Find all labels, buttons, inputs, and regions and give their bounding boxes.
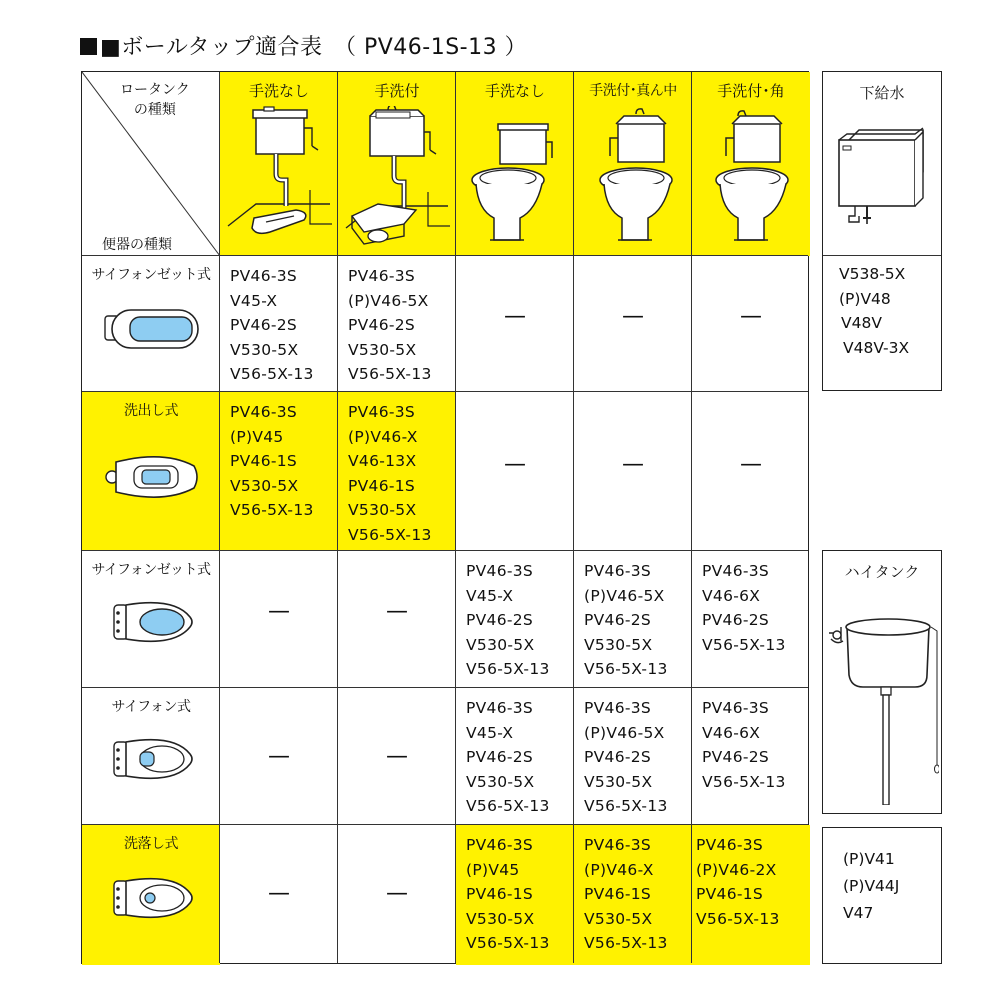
wash-out-urinal-bowl-icon	[104, 454, 200, 500]
model-code: PV46-2S	[466, 611, 534, 630]
cell-r4-c3	[456, 688, 574, 825]
title-text: ■ボールタップ適合表 （ PV46-1S-13 ）	[100, 35, 528, 60]
model-code: V48V	[841, 314, 882, 333]
grid-line	[82, 391, 808, 392]
model-code: PV46-1S	[696, 885, 764, 904]
compatibility-table	[81, 71, 809, 964]
cell-r2-c3	[456, 392, 574, 551]
model-code: V56-5X-13	[584, 934, 668, 953]
high-tank-illustration	[827, 605, 939, 805]
squat-toilet-with-faucet-illustration	[344, 106, 450, 252]
cell-r5-c4	[574, 825, 692, 965]
model-code: PV46-3S	[702, 562, 770, 580]
row-label-text-4: サイフォン式	[111, 699, 191, 715]
model-code: V530-5X	[230, 476, 299, 495]
grid-line	[337, 72, 338, 963]
model-code: PV46-1S	[466, 885, 534, 904]
not-applicable-dash: —	[504, 452, 526, 477]
model-code: (P)V45	[466, 860, 520, 879]
cell-r4-c2	[338, 688, 456, 825]
col-header-3	[456, 72, 574, 256]
col-label-3: 手洗なし	[484, 82, 545, 100]
extra-models	[843, 846, 899, 927]
model-code: PV46-2S	[702, 748, 770, 767]
corner-top-label	[120, 80, 190, 120]
western-toilet-center-faucet-illustration	[580, 106, 686, 252]
model-code: V56-5X-13	[230, 365, 314, 384]
cell-r2-c2	[338, 392, 456, 551]
model-code: PV46-3S	[696, 836, 764, 854]
model-code: PV46-1S	[584, 885, 652, 904]
grid-line	[573, 72, 574, 963]
cell-r3-c4	[574, 551, 692, 688]
model-code: PV46-3S	[584, 699, 652, 717]
grid-line	[82, 687, 808, 688]
model-code: V530-5X	[230, 340, 299, 359]
row-label-4	[82, 688, 220, 825]
model-code: (P)V46-X	[348, 427, 418, 446]
not-applicable-dash: —	[386, 744, 408, 769]
col-header-4	[574, 72, 692, 256]
siphon-western-bowl-icon	[104, 736, 200, 782]
corner-tank-type-2: の種類	[133, 102, 176, 118]
not-applicable-dash: —	[386, 599, 408, 624]
model-code: V56-5X-13	[466, 934, 550, 953]
page-title	[80, 30, 527, 61]
cell-r1-c1	[220, 256, 338, 392]
cell-r4-c1	[220, 688, 338, 825]
model-list	[230, 264, 314, 387]
model-code: V530-5X	[584, 772, 653, 791]
model-code: PV46-3S	[348, 403, 416, 421]
model-code: V530-5X	[348, 501, 417, 520]
model-code: V56-5X-13	[584, 797, 668, 816]
model-code: PV46-2S	[584, 748, 652, 767]
grid-line	[219, 72, 220, 963]
model-list	[466, 833, 550, 956]
model-code: (P)V45	[230, 427, 284, 446]
model-list	[702, 559, 786, 657]
model-code: V56-5X-13	[466, 797, 550, 816]
model-code: PV46-1S	[230, 452, 298, 471]
col-label-4: 手洗付･真ん中	[589, 83, 677, 99]
cell-r3-c1	[220, 551, 338, 688]
model-code: (P)V46-X	[584, 860, 654, 879]
model-code: V56-5X-13	[696, 909, 780, 928]
model-code: PV46-1S	[348, 476, 416, 495]
western-toilet-corner-faucet-illustration	[698, 106, 804, 252]
col-header-5	[692, 72, 810, 256]
model-code: (P)V48	[839, 289, 891, 308]
grid-line	[82, 824, 808, 825]
model-code: V56-5X-13	[702, 635, 786, 654]
cell-r5-c2	[338, 825, 456, 965]
model-code: PV46-2S	[348, 316, 416, 335]
cell-r5-c5	[692, 825, 810, 965]
model-code: V46-6X	[702, 586, 761, 605]
high-tank-panel	[822, 550, 942, 814]
model-list	[584, 559, 668, 682]
model-list	[702, 696, 786, 794]
not-applicable-dash: —	[268, 744, 290, 769]
model-code: V45-X	[230, 291, 278, 310]
extra-models-panel	[822, 827, 942, 964]
not-applicable-dash: —	[740, 452, 762, 477]
corner-cell	[82, 72, 220, 256]
model-code: (P)V46-5X	[584, 586, 665, 605]
squat-toilet-no-faucet-illustration	[226, 106, 332, 252]
not-applicable-dash: —	[268, 881, 290, 906]
model-code: V45-X	[466, 586, 514, 605]
cell-r5-c1	[220, 825, 338, 965]
model-code: (P)V46-2X	[696, 860, 777, 879]
low-supply-tank-illustration	[837, 112, 929, 232]
model-list	[348, 400, 432, 548]
col-label-5: 手洗付･角	[717, 82, 785, 100]
siphon-jet-urinal-bowl-icon	[104, 306, 200, 352]
model-code: V56-5X-13	[466, 660, 550, 679]
model-list	[348, 264, 432, 387]
model-code: V530-5X	[348, 340, 417, 359]
cell-r2-c5	[692, 392, 810, 551]
not-applicable-dash: —	[622, 304, 644, 329]
model-code: V530-5X	[466, 909, 535, 928]
model-code: (P)V41	[843, 850, 895, 868]
model-code: PV46-2S	[702, 611, 770, 630]
row-label-1	[82, 256, 220, 392]
grid-line	[823, 255, 941, 256]
model-code: PV46-3S	[584, 562, 652, 580]
model-code: PV46-3S	[230, 267, 298, 285]
row-label-text-2: 洗出し式	[124, 403, 178, 419]
model-code: PV46-3S	[702, 699, 770, 717]
corner-bowl-type: 便器の種類	[102, 237, 172, 253]
col-label-1: 手洗なし	[248, 82, 309, 100]
model-code: PV46-3S	[348, 267, 416, 285]
not-applicable-dash: —	[740, 304, 762, 329]
model-code: PV46-3S	[230, 403, 298, 421]
model-code: PV46-2S	[230, 316, 298, 335]
model-code: V56-5X-13	[230, 501, 314, 520]
model-list	[230, 400, 314, 523]
model-code: V56-5X-13	[702, 772, 786, 791]
cell-r1-c5	[692, 256, 810, 392]
grid-line	[82, 550, 808, 551]
model-code: V56-5X-13	[584, 660, 668, 679]
model-code: V45-X	[466, 723, 514, 742]
model-code: V46-13X	[348, 452, 417, 471]
col-label-2: 手洗付	[374, 82, 420, 100]
col-header-1	[220, 72, 338, 256]
model-code: V46-6X	[702, 723, 761, 742]
not-applicable-dash: —	[268, 599, 290, 624]
model-code: V530-5X	[584, 635, 653, 654]
model-code: PV46-3S	[466, 562, 534, 580]
model-code: V530-5X	[466, 635, 535, 654]
row-label-text-1: サイフォンゼット式	[91, 267, 211, 283]
not-applicable-dash: —	[622, 452, 644, 477]
model-code: PV46-2S	[584, 611, 652, 630]
row-label-3	[82, 551, 220, 688]
row-label-2	[82, 392, 220, 551]
cell-r1-c2	[338, 256, 456, 392]
col-header-2	[338, 72, 456, 256]
model-code: PV46-3S	[466, 836, 534, 854]
model-code: PV46-3S	[584, 836, 652, 854]
model-code: PV46-3S	[466, 699, 534, 717]
model-code: V48V-3X	[843, 338, 910, 357]
cell-r2-c4	[574, 392, 692, 551]
cell-r3-c2	[338, 551, 456, 688]
row-label-text-3: サイフォンゼット式	[91, 562, 211, 578]
model-code: V538-5X	[839, 265, 906, 283]
model-list	[584, 696, 668, 819]
cell-r1-c4	[574, 256, 692, 392]
row-label-text-5: 洗落し式	[124, 836, 178, 852]
model-list	[466, 696, 550, 819]
cell-r3-c3	[456, 551, 574, 688]
model-code: (P)V46-5X	[584, 723, 665, 742]
not-applicable-dash: —	[504, 304, 526, 329]
model-code: PV46-2S	[466, 748, 534, 767]
model-list	[696, 833, 780, 931]
siphon-jet-western-bowl-icon	[104, 599, 200, 645]
western-toilet-no-faucet-illustration	[462, 106, 568, 252]
low-supply-panel	[822, 71, 942, 391]
model-code: (P)V44J	[843, 877, 900, 895]
grid-line	[82, 255, 808, 256]
model-code: V530-5X	[466, 772, 535, 791]
cell-r2-c1	[220, 392, 338, 551]
corner-tank-type-1: ロータンク	[120, 82, 190, 98]
grid-line	[455, 72, 456, 963]
row-label-5	[82, 825, 220, 965]
low-supply-label: 下給水	[859, 84, 905, 102]
cell-r4-c5	[692, 688, 810, 825]
model-code: V56-5X-13	[348, 525, 432, 544]
model-code: V56-5X-13	[348, 365, 432, 384]
model-code: (P)V46-5X	[348, 291, 429, 310]
model-code: V530-5X	[584, 909, 653, 928]
grid-line	[691, 72, 692, 963]
high-tank-label: ハイタンク	[844, 563, 920, 581]
wash-down-western-bowl-icon	[104, 875, 200, 921]
model-list	[584, 833, 668, 956]
cell-r5-c3	[456, 825, 574, 965]
low-supply-models	[839, 262, 909, 360]
not-applicable-dash: —	[386, 881, 408, 906]
model-code: V47	[843, 904, 874, 922]
cell-r1-c3	[456, 256, 574, 392]
cell-r3-c5	[692, 551, 810, 688]
model-list	[466, 559, 550, 682]
cell-r4-c4	[574, 688, 692, 825]
